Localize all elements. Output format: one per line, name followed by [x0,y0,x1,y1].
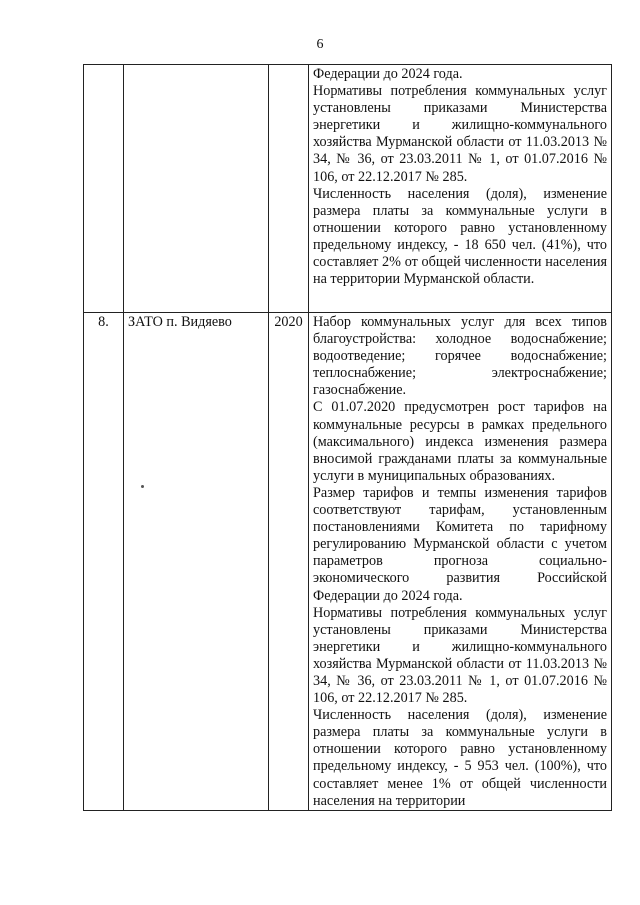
description-cell [309,65,612,313]
table-row [84,313,612,811]
municipality-name-cell: ЗАТО п. Видяево [124,313,269,811]
description-paragraph: Нормативы потребления коммунальных услуг установлены приказами Министерства энергетики и жилищно-коммунального хозяйства Мурманской области от 11.03.2013 № 34, № 36, от 23.03.2011 № 1, от 01.07.2016 № 106, от 22.12.2017 № 285. [313,604,607,707]
row-number-cell: 8. [84,313,124,811]
page-number: 6 [316,37,324,52]
description-paragraph: Набор коммунальных услуг для всех типов благоустройства: холодное водоснабжение; водоотведение; горячее водоснабжение; теплоснабжение; электроснабжение; газоснабжение. [313,314,607,399]
description-paragraph: Численность населения (доля), изменение размера платы за коммунальные услуги в отношении которого равно установленному предельному индексу, - 5 953 чел. (100%), что составляет менее 1% от общей численности населения на территории [313,707,607,809]
description-paragraph: Нормативы потребления коммунальных услуг установлены приказами Министерства энергетики и жилищно-коммунального хозяйства Мурманской области от 11.03.2013 № 34, № 36, от 23.03.2011 № 1, от 01.07.2016 № 106, от 22.12.2017 № 285. [313,83,607,185]
table-row [84,65,612,313]
year-cell: 2020 [269,313,309,811]
description-paragraph: Размер тарифов и темпы изменения тарифов соответствуют тарифам, установленным постановлениями Комитета по тарифному регулированию Мурманской области с учетом параметров прогноза социально-экономического развития Российской Федерации до 2024 года. [313,484,607,604]
description-cell [309,313,612,811]
year-cell [269,65,309,313]
municipality-name-cell [124,65,269,313]
description-paragraph: Федерации до 2024 года. [313,66,463,82]
row-number-cell [84,65,124,313]
description-paragraph: С 01.07.2020 предусмотрен рост тарифов на коммунальные ресурсы в рамках предельного (максимального) индекса изменения размера вносимой гражданами платы за коммунальные услуги в муниципальных образованиях. [313,399,607,484]
description-paragraph: Численность населения (доля), изменение размера платы за коммунальные услуги в отношении которого равно установленному предельному индексу, - 18 650 чел. (41%), что составляет 2% от общей численности населения на территории Мурманской области. [313,185,607,288]
tariff-table [83,64,612,811]
scan-dot-mark [141,485,144,488]
